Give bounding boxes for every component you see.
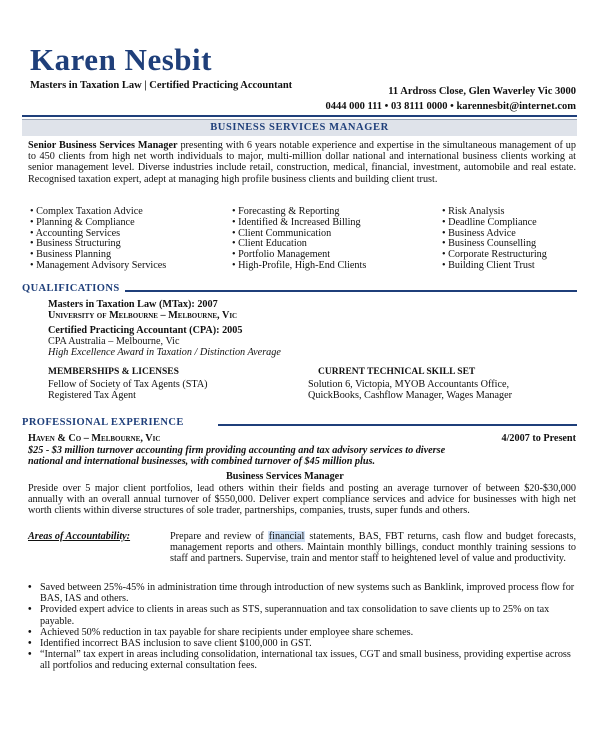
skill-item: • Accounting Services (30, 229, 166, 240)
achievements-list (28, 582, 576, 672)
skills-column-3 (442, 207, 547, 272)
employer-name: Haven & Co – Melbourne, Vic (28, 433, 161, 444)
qualification-1-institution: University of Melbourne – Melbourne, Vic (48, 310, 238, 321)
summary-paragraph (28, 140, 576, 185)
skill-item: • Corporate Restructuring (442, 250, 547, 261)
achievement-item: • Achieved 50% reduction in tax payable for share recipients under employee share schemes. (28, 627, 576, 638)
role-banner: BUSINESS SERVICES MANAGER (22, 119, 577, 136)
skill-item: • Portfolio Management (232, 250, 366, 261)
skill-item: • Building Client Trust (442, 261, 547, 272)
skill-item: • High-Profile, High-End Clients (232, 261, 366, 272)
skills-column-1 (30, 207, 166, 272)
role-title: Business Services Manager (226, 471, 344, 482)
qualifications-rule (125, 290, 577, 292)
tech-skills-line-1: Solution 6, Victopia, MYOB Accountants Office, (308, 379, 510, 390)
membership-2: Registered Tax Agent (48, 390, 136, 401)
skill-item: • Management Advisory Services (30, 261, 166, 272)
employment-dates: 4/2007 to Present (501, 433, 576, 444)
qualification-2-institution: CPA Australia – Melbourne, Vic (48, 336, 180, 347)
experience-rule (218, 424, 577, 426)
memberships-heading: MEMBERSHIPS & LICENSES (48, 367, 179, 377)
qualification-2-award: High Excellence Award in Taxation / Distinction Average (48, 347, 281, 358)
accountability-text: Prepare and review of financial statements, BAS, FBT returns, cash flow and budget forecasts, management reports and others. Maintain monthly billings, conduct monthly training sessions to staff and partners. Supervise, train and mentor staff to heightened level of value and productivity. (170, 531, 576, 565)
achievement-item: • Provided expert advice to clients in areas such as STS, superannuation and tax consolidation to save clients up to 25% on tax payable. (28, 604, 576, 626)
achievement-item: • “Internal” tax expert in areas including consolidation, international tax issues, CGT and small business, providing expertise across all portfolios and reducing external consultation fees. (28, 649, 576, 671)
achievement-item: • Identified incorrect BAS inclusion to save client $100,000 in GST. (28, 638, 576, 649)
employer-blurb-2: national and international businesses, with combined turnover of $45 million plus. (28, 456, 376, 467)
skill-item: • Deadline Compliance (442, 218, 547, 229)
qualification-1-title: Masters in Taxation Law (MTax): 2007 (48, 299, 218, 310)
skill-item: • Business Advice (442, 229, 547, 240)
summary-lead: Senior Business Services Manager (28, 140, 178, 151)
employer-blurb-1: $25 - $3 million turnover accounting firm providing accounting and tax advisory services to diverse (28, 445, 446, 456)
header-rule (22, 115, 577, 117)
skill-item: • Business Structuring (30, 239, 166, 250)
skill-item: • Client Education (232, 239, 366, 250)
skill-item: • Risk Analysis (442, 207, 547, 218)
tech-skills-heading: CURRENT TECHNICAL SKILL SET (318, 367, 476, 377)
highlighted-word: financial (268, 531, 305, 542)
contact-address: 11 Ardross Close, Glen Waverley Vic 3000 (388, 86, 576, 97)
summary-text: presenting with 6 years notable experience and expertise in the simultaneous management of up to 450 clients from high net worth individuals to major, multi-million dollar national and international business clients working at senior management level. Diverse industries include retail, construction, medical, financial, investment, automobile and real estate. Recognised taxation expert, adept at managing high profile business clients and building client trust. (28, 140, 576, 185)
skill-item: • Forecasting & Reporting (232, 207, 366, 218)
skill-item: • Identified & Increased Billing (232, 218, 366, 229)
skill-item: • Business Counselling (442, 239, 547, 250)
contact-phones-email: 0444 000 111 • 03 8111 0000 • karennesbit@internet.com (325, 101, 576, 112)
qualification-2-title: Certified Practicing Accountant (CPA): 2005 (48, 325, 243, 336)
membership-1: Fellow of Society of Tax Agents (STA) (48, 379, 208, 390)
role-description: Preside over 5 major client portfolios, lead others within their fields and posting an average turnover of between $20-$30,000 annually with an overall annual turnover of $550,000. Deliver expert compliance services and advice for businesses with high net worth clients within diverse structures of sole trader, partnerships, companies, trusts, super funds and others. (28, 483, 576, 517)
accountability-label: Areas of Accountability: (28, 531, 131, 542)
skill-item: • Business Planning (30, 250, 166, 261)
candidate-name: Karen Nesbit (30, 42, 212, 77)
experience-heading: PROFESSIONAL EXPERIENCE (22, 417, 184, 428)
skill-item: • Planning & Compliance (30, 218, 166, 229)
candidate-subtitle: Masters in Taxation Law | Certified Practicing Accountant (30, 80, 293, 91)
achievement-item: • Saved between 25%-45% in administration time through introduction of new systems such as Banklink, improved process flow for BAS, IAS and others. (28, 582, 576, 604)
skill-item: • Complex Taxation Advice (30, 207, 166, 218)
skills-column-2 (232, 207, 366, 272)
tech-skills-line-2: QuickBooks, Cashflow Manager, Wages Manager (308, 390, 512, 401)
qualifications-heading: QUALIFICATIONS (22, 283, 120, 294)
skill-item: • Client Communication (232, 229, 366, 240)
